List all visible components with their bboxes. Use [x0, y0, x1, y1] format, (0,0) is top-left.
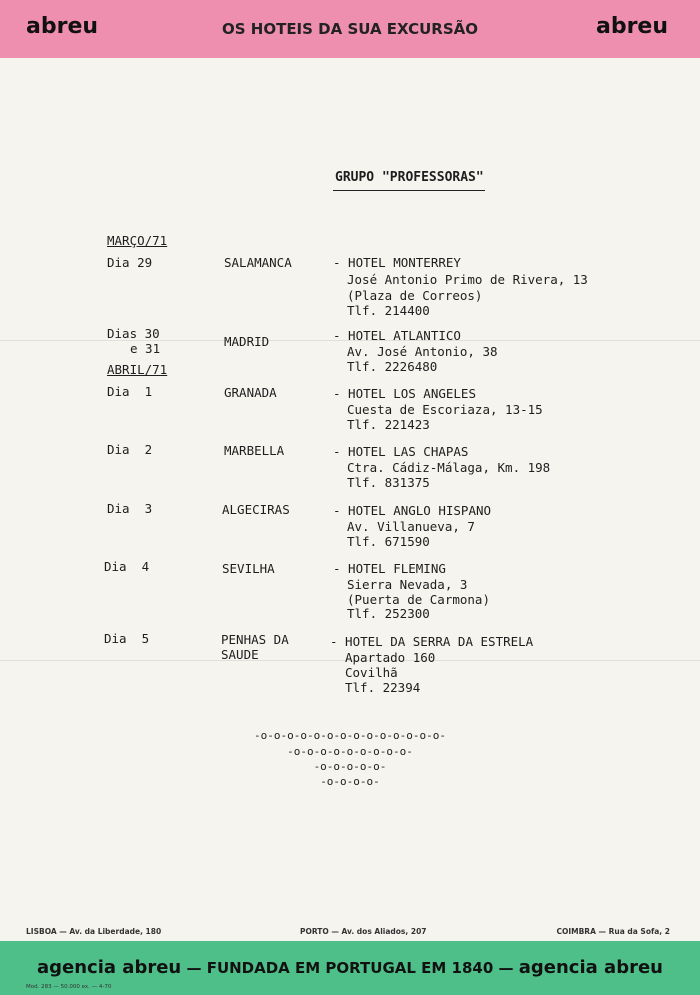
group-title: GRUPO "PROFESSORAS" — [335, 170, 484, 185]
page-title: OS HOTEIS DA SUA EXCURSÃO — [222, 20, 478, 38]
itinerary-phone: Tlf. 671590 — [347, 534, 430, 549]
itinerary-day: Dia 5 — [104, 631, 150, 646]
itinerary-city-continued: SAUDE — [221, 647, 259, 662]
footer-agency-line — [0, 957, 700, 978]
itinerary-address-line: (Plaza de Correos) — [347, 288, 483, 303]
footer-address-coimbra: COIMBRA — Rua da Sofa, 2 — [556, 927, 670, 936]
itinerary-city: SEVILHA — [222, 561, 275, 576]
footer-address-porto: PORTO — Av. dos Aliados, 207 — [300, 927, 427, 936]
separator-line: -o-o-o-o-o-o-o-o-o- — [287, 745, 413, 758]
itinerary-address-line: Cuesta de Escoriaza, 13-15 — [347, 402, 543, 417]
brand-logo-left: abreu — [26, 14, 99, 39]
footer-founded: — FUNDADA EM PORTUGAL EM 1840 — — [186, 959, 514, 977]
form-model-number: Mod. 283 — 50.000 ex. — 4-70 — [26, 984, 112, 990]
itinerary-hotel: - HOTEL MONTERREY — [333, 255, 461, 270]
itinerary-hotel: - HOTEL ANGLO HISPANO — [333, 503, 492, 518]
itinerary-phone: Tlf. 252300 — [347, 606, 430, 621]
brand-logo-right: abreu — [595, 14, 668, 39]
itinerary-day: Dia 2 — [107, 442, 153, 457]
itinerary-city: GRANADA — [224, 385, 277, 400]
itinerary-hotel: - HOTEL LAS CHAPAS — [333, 444, 469, 459]
footer-address-lisboa: LISBOA — Av. da Liberdade, 180 — [26, 927, 162, 936]
itinerary-day: Dia 4 — [104, 559, 150, 574]
itinerary-day: Dia 3 — [107, 501, 153, 516]
itinerary-city: PENHAS DA — [221, 632, 289, 647]
itinerary-day: Dia 29 — [107, 255, 153, 270]
itinerary-city: MADRID — [224, 334, 270, 349]
itinerary-day: Dia 1 — [107, 384, 153, 399]
itinerary-address-line: Av. Villanueva, 7 — [347, 519, 475, 534]
itinerary-address-line: Av. José Antonio, 38 — [347, 344, 498, 359]
itinerary-hotel: - HOTEL ATLANTICO — [333, 328, 461, 343]
group-title-underline — [333, 190, 485, 191]
itinerary-day-continued: e 31 — [130, 341, 161, 356]
itinerary-address-line: Sierra Nevada, 3 — [347, 577, 468, 592]
itinerary-address-line: Ctra. Cádiz-Málaga, Km. 198 — [347, 460, 551, 475]
itinerary-address-line: Apartado 160 — [345, 650, 436, 665]
itinerary-address-line: (Puerta de Carmona) — [347, 592, 490, 607]
itinerary-phone: Tlf. 221423 — [347, 417, 430, 432]
itinerary-hotel: - HOTEL LOS ANGELES — [333, 386, 476, 401]
itinerary-city: SALAMANCA — [224, 255, 292, 270]
month-heading-april: ABRIL/71 — [107, 362, 168, 377]
itinerary-hotel: - HOTEL DA SERRA DA ESTRELA — [330, 634, 534, 649]
itinerary-day: Dias 30 — [107, 326, 160, 341]
separator-line: -o-o-o-o- — [320, 775, 380, 788]
month-heading-march: MARÇO/71 — [107, 233, 168, 248]
itinerary-address-line: José Antonio Primo de Rivera, 13 — [347, 272, 588, 287]
itinerary-hotel: - HOTEL FLEMING — [333, 561, 446, 576]
itinerary-phone: Tlf. 214400 — [347, 303, 430, 318]
itinerary-phone: Tlf. 22394 — [345, 680, 421, 695]
footer-brand-right: agencia abreu — [518, 957, 663, 978]
itinerary-city: MARBELLA — [224, 443, 285, 458]
separator-line: -o-o-o-o-o- — [313, 760, 387, 773]
itinerary-address-line: Covilhã — [345, 665, 398, 680]
itinerary-phone: Tlf. 2226480 — [347, 359, 438, 374]
itinerary-city: ALGECIRAS — [222, 502, 290, 517]
separator-line: -o-o-o-o-o-o-o-o-o-o-o-o-o-o- — [253, 729, 447, 742]
itinerary-phone: Tlf. 831375 — [347, 475, 430, 490]
footer-brand-left: agencia abreu — [36, 957, 182, 978]
